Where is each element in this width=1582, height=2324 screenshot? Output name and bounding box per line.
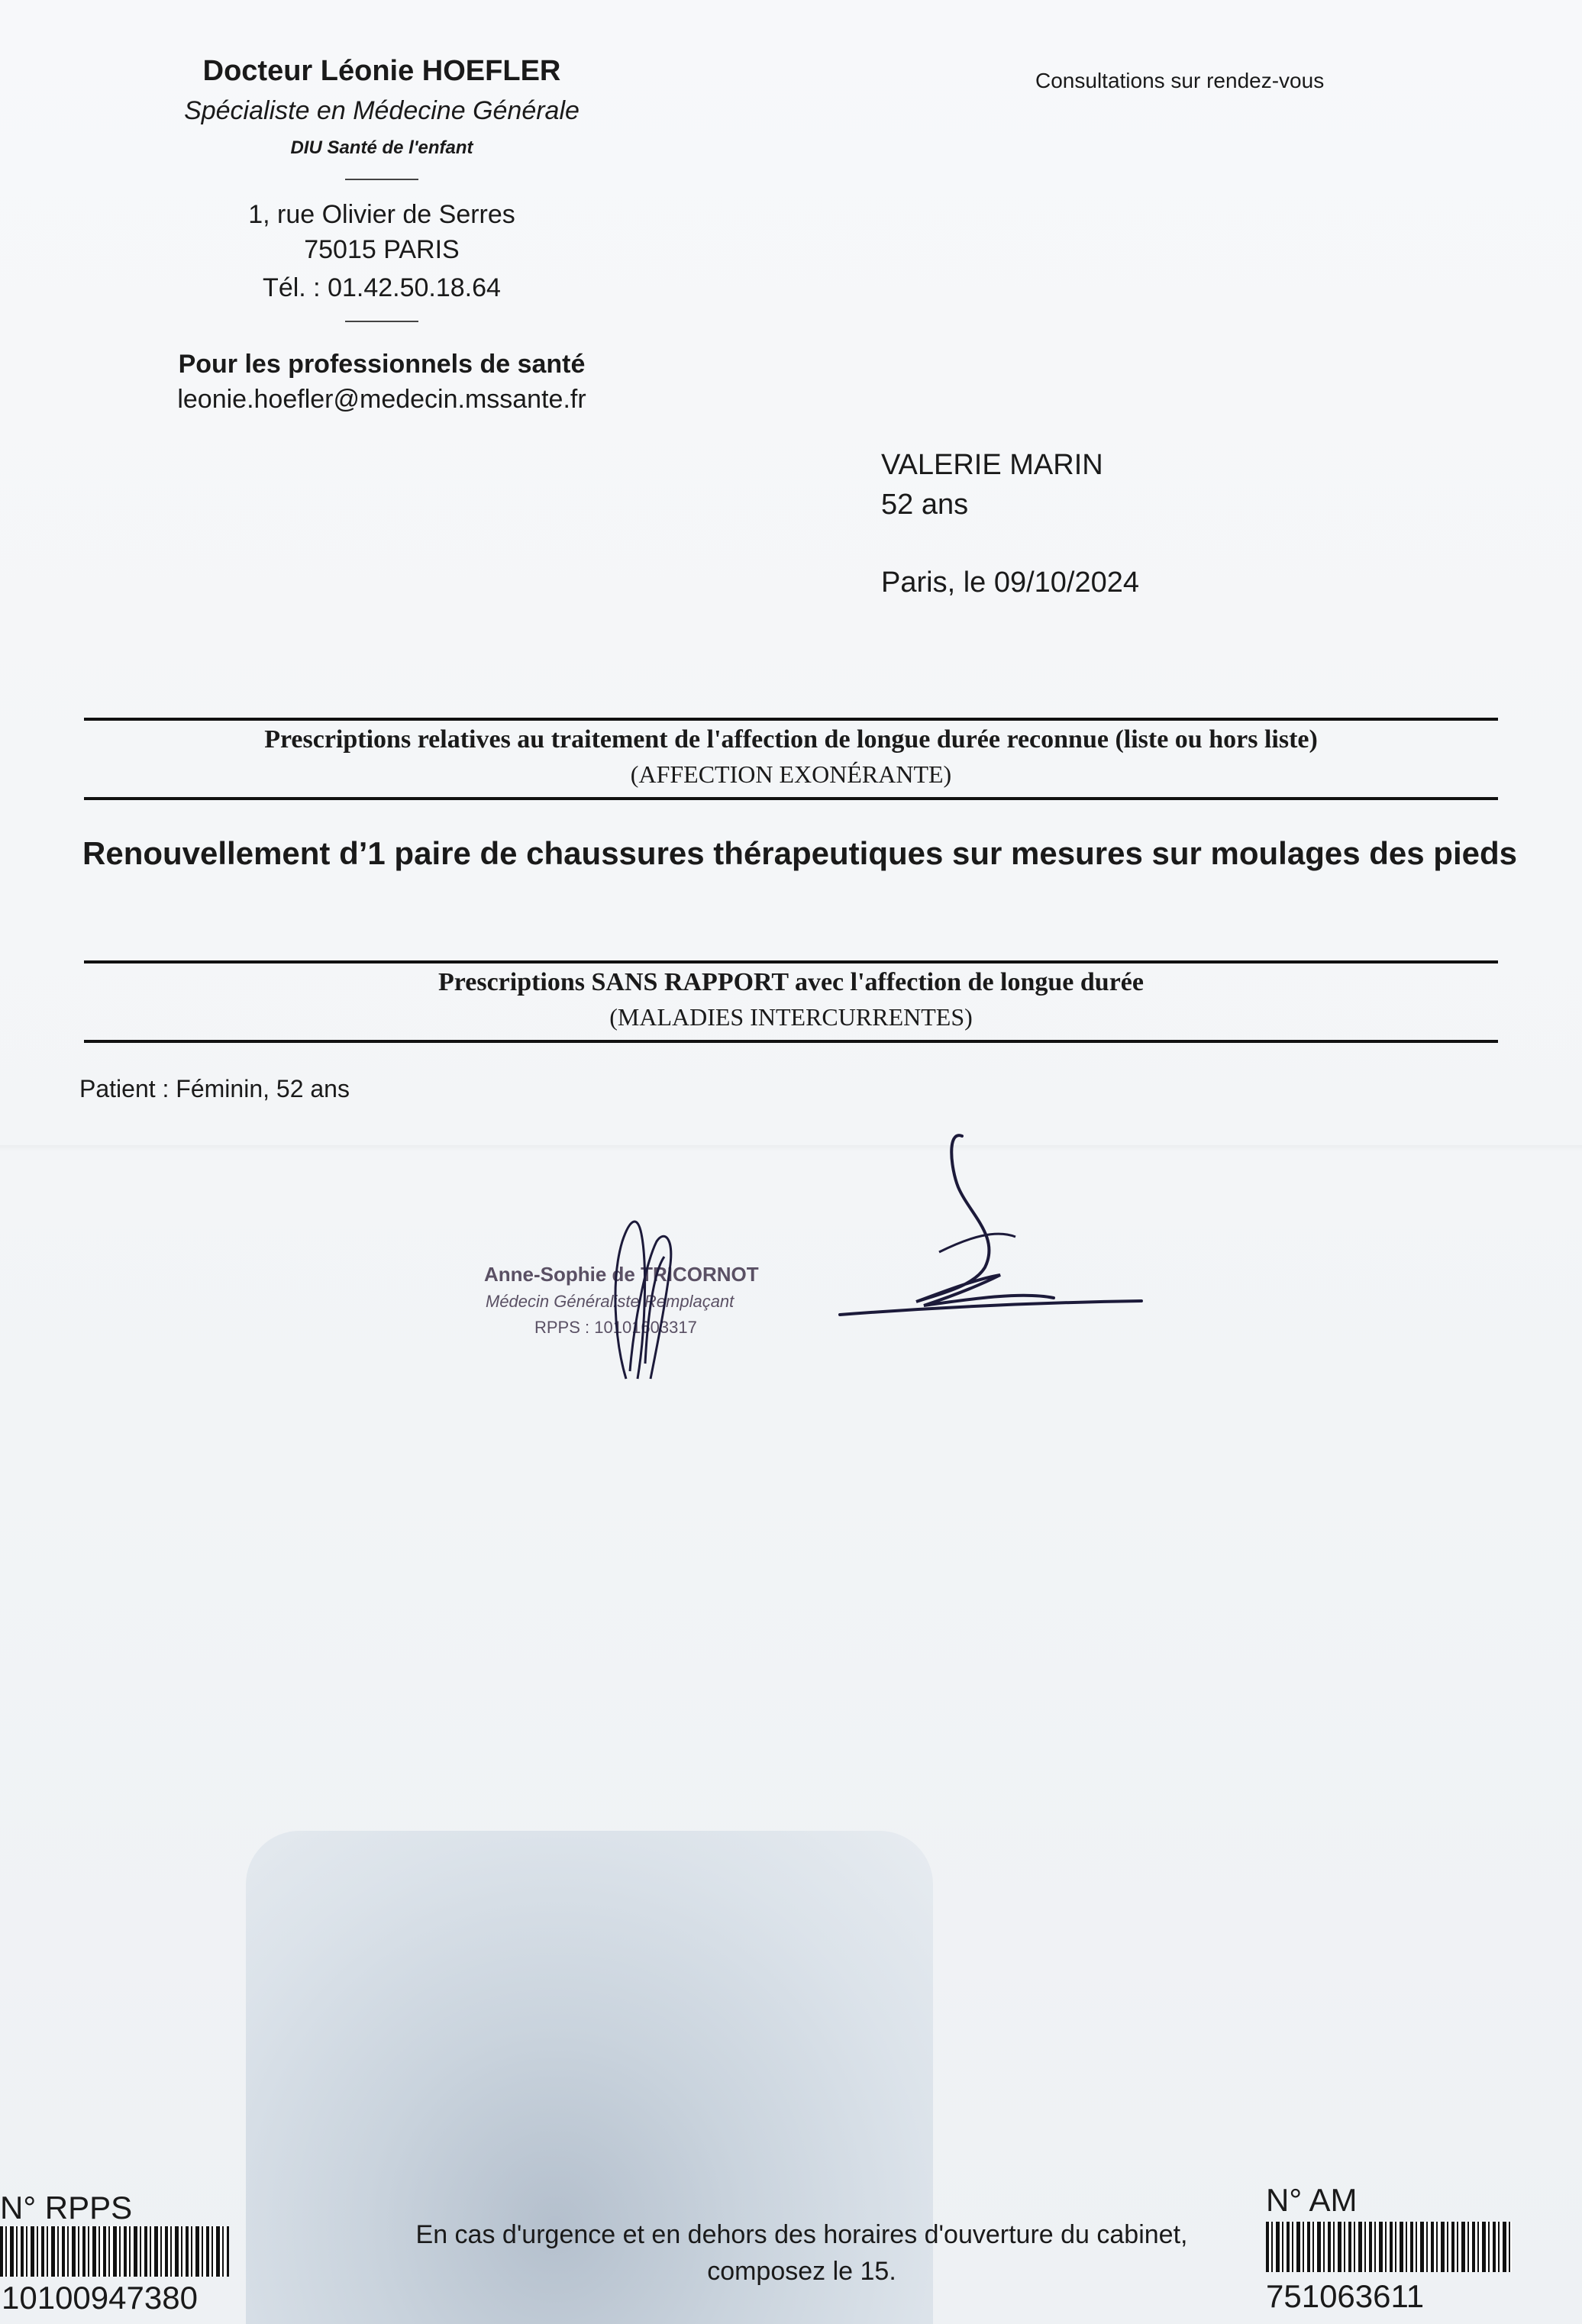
urgency-note-line2: composez le 15. xyxy=(707,2257,896,2286)
urgency-note-line1: En cas d'urgence et en dehors des horaires d'ouverture du cabinet, xyxy=(415,2220,1188,2249)
stamp-name: Anne-Sophie de TRICORNOT xyxy=(484,1263,759,1286)
non-ald-section-subtitle: (MALADIES INTERCURRENTES) xyxy=(609,1003,973,1031)
envelope-window xyxy=(246,1831,933,2324)
patient-info: Patient : Féminin, 52 ans xyxy=(79,1075,350,1102)
doctor-diploma: DIU Santé de l'enfant xyxy=(290,137,473,158)
doctor-stamp xyxy=(473,1188,794,1386)
am-label: N° AM xyxy=(1266,2182,1358,2218)
am-number: 751063611 xyxy=(1266,2278,1425,2314)
address-city: 75015 PARIS xyxy=(304,235,460,264)
header-divider xyxy=(345,179,418,180)
stamp-rpps: RPPS : 10101603317 xyxy=(534,1318,697,1337)
header-divider xyxy=(345,321,418,322)
prescription-item: Renouvellement d’1 paire de chaussures thérapeutiques sur mesures sur moulages des pieds xyxy=(82,835,1517,871)
patient-name: VALERIE MARIN xyxy=(881,449,1103,481)
ald-rule-top xyxy=(84,718,1498,721)
doctor-name: Docteur Léonie HOEFLER xyxy=(202,55,561,87)
ald-section-title: Prescriptions relatives au traitement de l'affection de longue durée reconnue (liste ou hors liste) xyxy=(264,725,1318,754)
doctor-specialty: Spécialiste en Médecine Générale xyxy=(184,96,580,125)
consultations-note: Consultations sur rendez-vous xyxy=(1035,69,1325,92)
non-ald-section-title: Prescriptions SANS RAPPORT avec l'affection de longue durée xyxy=(438,968,1144,996)
non-ald-rule-bottom xyxy=(84,1040,1498,1043)
doctor-email: leonie.hoefler@medecin.mssante.fr xyxy=(177,385,586,414)
stamp-role: Médecin Généraliste Remplaçant xyxy=(486,1292,734,1311)
am-barcode xyxy=(1266,2222,1512,2272)
signature xyxy=(825,1122,1161,1328)
handwritten-signature-icon xyxy=(825,1122,1161,1328)
address-street: 1, rue Olivier de Serres xyxy=(248,200,515,229)
pro-contact-label: Pour les professionnels de santé xyxy=(178,350,586,379)
patient-age: 52 ans xyxy=(881,489,969,521)
doctor-phone: Tél. : 01.42.50.18.64 xyxy=(263,273,501,302)
rpps-barcode xyxy=(0,2226,229,2277)
paper-fold xyxy=(0,1145,1582,1151)
rpps-label: N° RPPS xyxy=(0,2190,133,2226)
prescription-date: Paris, le 09/10/2024 xyxy=(881,566,1140,599)
ald-section-subtitle: (AFFECTION EXONÉRANTE) xyxy=(630,760,952,788)
non-ald-rule-top xyxy=(84,960,1498,963)
stamp-signature-icon xyxy=(473,1188,794,1386)
rpps-number: 10100947380 xyxy=(2,2280,198,2316)
ald-rule-bottom xyxy=(84,797,1498,800)
